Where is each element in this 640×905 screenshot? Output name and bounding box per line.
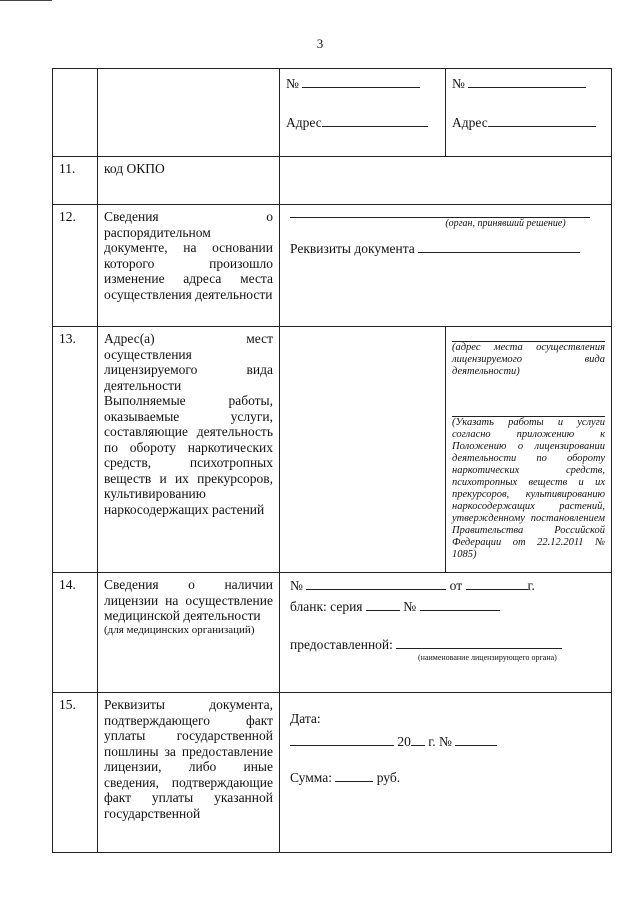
- date-blank[interactable]: [290, 733, 394, 746]
- payment-details-cell: [280, 693, 612, 853]
- organ-caption: (орган, принявший решение): [445, 218, 566, 229]
- table-row: [53, 205, 612, 327]
- number-label: №: [452, 76, 465, 91]
- payment-number-blank[interactable]: [455, 733, 497, 746]
- year-suffix: г. №: [428, 733, 452, 749]
- number-label: №: [403, 598, 417, 614]
- number-blank[interactable]: [468, 75, 586, 88]
- license-details-cell: [280, 573, 612, 693]
- provided-label: предоставленной:: [290, 637, 393, 652]
- row-number: 15.: [53, 693, 98, 853]
- year-label: г.: [527, 578, 535, 593]
- table-row: [53, 69, 612, 157]
- row-label-cell: [98, 327, 280, 573]
- series-blank[interactable]: [366, 598, 400, 611]
- sum-label: Сумма:: [290, 770, 332, 785]
- form-table: [52, 68, 612, 853]
- date-label: Дата:: [290, 711, 321, 726]
- table-row: [53, 693, 612, 853]
- okpo-value-cell[interactable]: [280, 157, 612, 205]
- works-note: (Указать работы и услуги согласно приложению к Положению о лицензировании деятельности по обороту наркотических средств, психотропных веществ и их прекурсоров, культивированию наркосодержащих растений, утвержденному постановлением Правительства Российской Федерации от 22.12.2011 № 1085): [452, 417, 605, 560]
- note-cell: [446, 327, 612, 573]
- table-row: [53, 157, 612, 205]
- address-input-cell[interactable]: [280, 327, 446, 573]
- number-label: №: [286, 76, 299, 91]
- row-label: Сведения о распорядительном документе, на основании которого произошло изменение адреса места осуществления деятельности: [98, 205, 280, 327]
- year-blank[interactable]: [411, 733, 425, 746]
- blank-number-blank[interactable]: [420, 598, 500, 611]
- details-label: Реквизиты документа: [290, 241, 415, 256]
- order-details-cell: [280, 205, 612, 327]
- table-row: [53, 327, 612, 573]
- currency-label: руб.: [376, 770, 401, 785]
- number-label: №: [290, 578, 303, 593]
- row-number: 12.: [53, 205, 98, 327]
- row-label-note: (для медицинских организаций): [104, 623, 255, 636]
- row-number: 14.: [53, 573, 98, 693]
- row-label: Адрес(а) мест осуществления лицензируемого вида деятельности: [104, 331, 273, 393]
- license-number-blank[interactable]: [306, 577, 446, 590]
- from-label: от: [449, 578, 463, 593]
- address-label: Адрес: [452, 114, 488, 130]
- row-label: Реквизиты документа, подтверждающего факт уплаты государственной пошлины за предоставление лицензии, либо иные сведения, подтверждающие факт уплаты указанной государственной: [98, 693, 280, 853]
- year-prefix: 20: [397, 733, 411, 749]
- blank-series-label: бланк: серия: [290, 598, 363, 614]
- provided-caption: (наименование лицензирующего органа): [418, 652, 557, 662]
- table-row: [53, 573, 612, 693]
- row-label-cell: [98, 573, 280, 693]
- top-edge-line: [0, 0, 52, 1]
- number-blank[interactable]: [302, 75, 420, 88]
- branch-1-cell: [280, 69, 446, 157]
- sum-blank[interactable]: [335, 769, 373, 782]
- address-blank[interactable]: [488, 114, 596, 127]
- details-blank[interactable]: [418, 240, 580, 253]
- address-note: (адрес места осуществления лицензируемого вида деятельности): [452, 342, 605, 377]
- row-label: Выполняемые работы, оказываемые услуги, составляющие деятельность по обороту наркотических средств, психотропных веществ и их прекурсоров, культивированию наркосодержащих растений: [104, 393, 273, 517]
- address-label: Адрес: [286, 114, 322, 130]
- provided-blank[interactable]: [396, 636, 562, 649]
- license-date-blank[interactable]: [466, 577, 528, 590]
- address-blank[interactable]: [322, 114, 428, 127]
- page-number: 3: [316, 36, 324, 51]
- row-label: код ОКПО: [98, 157, 280, 205]
- row-label: Сведения о наличии лицензии на осуществление медицинской деятельности: [104, 577, 273, 623]
- row-number: 11.: [53, 157, 98, 205]
- branch-2-cell: [446, 69, 612, 157]
- row-number: 13.: [53, 327, 98, 573]
